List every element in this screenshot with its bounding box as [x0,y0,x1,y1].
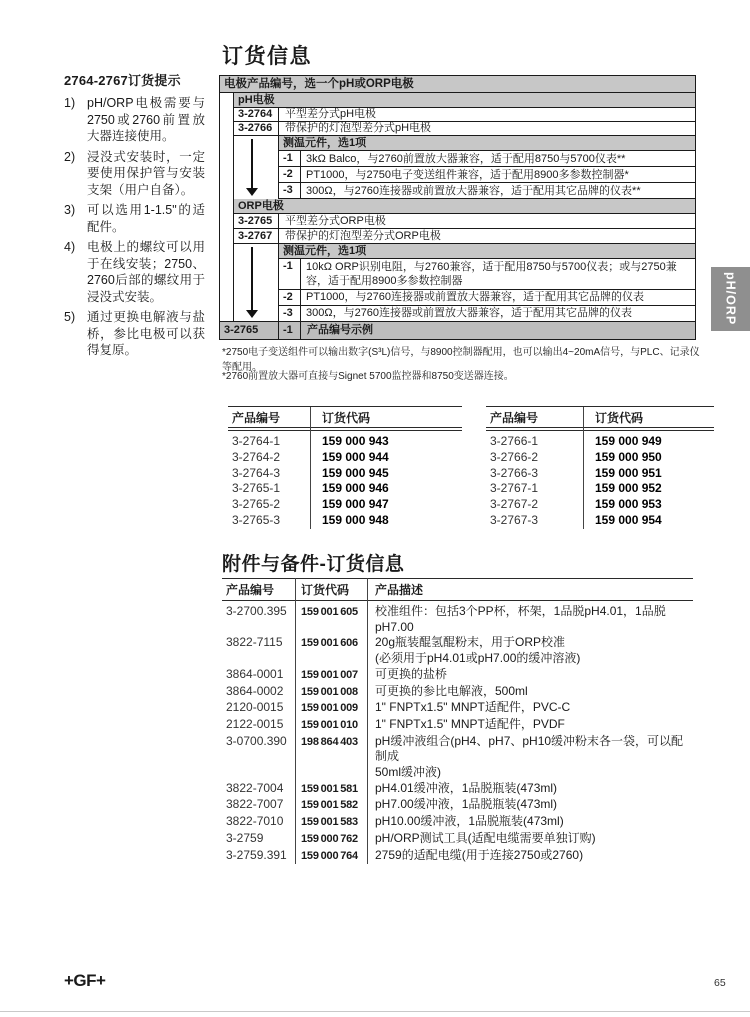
page-number: 65 [714,977,726,989]
temp-option-description: 300Ω，与2760连接器或前置放大器兼容，适于配用其它品牌的仪表** [306,184,641,197]
column-divider [367,578,368,864]
note-text: 电极上的螺纹可以用于在线安装；2750、2760后部的螺纹用于浸没式安装。 [87,240,205,304]
down-arrow-icon [251,139,253,189]
accessory-product-number: 3-2759.391 [226,847,287,862]
temp-option-description: 300Ω，与2760连接器或前置放大器兼容，适于配用其它品牌的仪表 [306,307,633,319]
accessory-row [222,700,693,717]
accessory-description [367,635,693,666]
temp-option-row [279,290,695,306]
order-code: 159 000 949 [595,434,662,448]
order-code-row [228,513,462,529]
product-row [234,214,695,229]
note-text: pH/ORP电极需要与2750或2760前置放大器连接使用。 [87,96,205,143]
product-number: 3-2766-1 [490,434,539,448]
sidebar-notes-list [64,95,205,359]
note-number: 2) [64,149,76,164]
down-arrow-icon [251,247,253,311]
description-line: 20g瓶装醌氢醌粉末，用于ORP校准 [375,635,566,650]
temp-option-description: PT1000，与2760连接器或前置放大器兼容，适于配用其它品牌的仪表 [306,291,644,303]
order-code: 159 000 951 [595,465,662,480]
temp-option-description: 10kΩ ORP识别电阻，与2760兼容，适于配用8750与5700仪表；或与2750兼容，适于配用8900多参数控制器 [306,260,677,287]
accessory-description [367,781,693,798]
accessory-row [222,814,693,831]
product-number: 3-2765-2 [232,497,281,512]
order-code: 159 000 946 [322,481,389,496]
product-description: 平型差分式pH电极 [285,108,377,120]
orp-temp-header: 测温元件，选1项 [279,244,695,259]
column-divider [583,407,584,529]
orp-product-rows [234,214,695,244]
order-code-row [228,434,462,450]
product-number: 3-2767-2 [490,497,539,512]
note-number: 4) [64,240,76,254]
order-code-row [486,513,714,529]
order-code-row [486,481,714,497]
accessories-title: 附件与备件-订货信息 [222,554,405,575]
product-row [234,122,695,136]
accessory-order-code: 159 001 581 [301,782,358,795]
description-line: pH缓冲液组合(pH4、pH7、pH10缓冲粉末各一袋，可以配制成 [375,733,684,764]
accessory-row [222,667,693,684]
accessory-description [367,797,693,814]
temp-option-row [279,151,695,167]
col-product-number: 产品编号 [490,410,539,425]
column-divider [310,407,311,529]
order-code-row [486,434,714,450]
accessory-order-code: 159 001 009 [301,702,358,715]
accessory-order-code: 159 001 007 [301,668,358,681]
orp-section-header: ORP电极 [234,199,695,214]
accessory-description [367,717,693,734]
order-table-rows [486,431,714,529]
product-number: 3-2764-3 [232,465,281,480]
description-line: 1" FNPTx1.5" MNPT适配件，PVDF [375,716,565,731]
order-code-table-right [486,406,714,529]
order-code-row [228,497,462,513]
temp-option-description: 3kΩ Balco，与2760前置放大器兼容，适于配用8750与5700仪表** [306,152,626,165]
accessory-row [222,734,693,781]
footnote-2760: *2760前置放大器可直接与Signet 5700监控器和8750变送器连接。 [222,371,514,382]
orp-temp-table [279,244,695,321]
order-code-row [228,481,462,497]
product-code: 3-2766 [234,122,279,135]
accessory-row [222,831,693,848]
accessory-description [367,814,693,831]
accessory-row [222,684,693,701]
accessory-product-number: 2122-0015 [226,716,284,731]
product-description: 平型差分式ORP电极 [285,215,386,227]
note-number: 1) [64,96,76,110]
accessories-table [222,578,693,864]
accessory-row [222,604,693,635]
selector-inner [234,93,695,321]
temp-option-description: PT1000，与2750电子变送组件兼容，适于配用8900多参数控制器* [306,168,629,181]
order-code: 159 000 944 [322,449,389,464]
accessory-order-code: 159 000 764 [301,849,358,862]
order-code: 159 000 945 [322,465,389,480]
accessory-product-number: 3864-0002 [226,683,284,698]
selector-table-header: 电极产品编号，选一个pH或ORP电极 [220,76,695,93]
product-number: 3-2767-1 [490,481,539,496]
temp-option-row [279,183,695,199]
selector-gutter-column [220,93,234,321]
temp-option-code: -3 [279,183,301,198]
order-code-row [486,497,714,513]
order-code: 159 000 952 [595,481,662,496]
note-text: 可以选用1-1.5"的适配件。 [87,203,205,234]
example-label: 产品编号示例 [307,323,373,336]
accessories-table-header [222,578,693,601]
product-code: 3-2764 [234,108,279,121]
down-arrow-head-icon [246,310,258,318]
order-code: 159 000 954 [595,512,662,527]
sidebar-note [64,202,205,235]
accessory-product-number: 3822-7010 [226,814,284,829]
accessory-order-code: 159 001 606 [301,637,358,650]
accessory-order-code: 159 001 010 [301,718,358,731]
accessory-product-number: 3864-0001 [226,666,284,681]
product-number: 3-2764-2 [232,449,281,464]
note-number: 3) [64,203,76,217]
col-product-number: 产品编号 [232,410,281,425]
ph-temp-rows [279,151,695,199]
sidebar-note [64,309,205,359]
product-row [234,229,695,244]
selector-table-body [220,93,695,322]
footnote-2750: *2750电子变送组件可以输出数字(S³L)信号，与8900控制器配用，也可以输出4~20mA信号，与PLC、记录仪等配用。 [222,347,700,373]
orp-arrow-column [234,244,279,321]
accessory-order-code: 159 000 762 [301,832,358,845]
accessory-description [367,848,693,865]
order-table-header [228,407,462,431]
note-text: 通过更换电解液与盐桥，参比电极可以获得复原。 [87,310,205,357]
part-number-example-row [220,322,695,339]
accessory-order-code: 159 001 605 [301,606,358,618]
product-code: 3-2765 [234,214,279,228]
accessory-product-number: 3-2759 [226,830,264,845]
accessory-row [222,848,693,865]
note-text: 浸没式安装时，一定要使用保护管与安装支架（用户自备）。 [87,149,205,197]
description-line: pH7.00缓冲液，1品脱瓶装(473ml) [375,797,558,812]
section-tab-ph-orp: pH/ORP [711,267,750,331]
accessory-description [367,684,693,701]
description-line: pH/ORP测试工具(适配电缆需要单独订购) [375,830,596,845]
temp-option-code: -2 [279,290,301,305]
description-line: 可更换的盐桥 [375,666,448,681]
product-code: 3-2767 [234,229,279,243]
accessory-description [367,734,693,781]
temp-option-code: -2 [279,167,301,182]
temp-option-row [279,167,695,183]
product-number: 3-2766-3 [490,465,539,480]
accessories-rows [222,601,693,864]
accessory-row [222,781,693,798]
order-code: 159 000 943 [322,434,389,448]
accessory-product-number: 2120-0015 [226,700,284,715]
col-order-code: 订货代码 [301,583,350,597]
col-product-number: 产品编号 [226,583,275,597]
ordering-title: 订货信息 [222,45,312,68]
order-code-row [486,466,714,482]
order-code: 159 000 950 [595,449,662,464]
description-line: 1" FNPTx1.5" MNPT适配件，PVC-C [375,700,571,715]
temp-option-code: -1 [279,151,301,166]
accessory-row [222,717,693,734]
ph-temp-table [279,136,695,199]
ph-temp-header: 测温元件，选1项 [279,136,695,151]
ph-arrow-column [234,136,279,199]
description-line: pH10.00缓冲液，1品脱瓶装(473ml) [375,814,564,829]
product-number: 3-2766-2 [490,449,539,464]
electrode-selector-table [219,75,696,340]
description-line: 校准组件：包括3个PP杯，杯架，1品脱pH4.01，1品脱pH7.00 [375,604,666,634]
accessory-product-number: 3-0700.390 [226,733,287,748]
temp-option-code: -1 [279,259,301,289]
page-edge-line [0,1011,750,1012]
description-line: 可更换的参比电解液，500ml [375,683,528,698]
accessory-product-number: 3-2700.395 [226,604,287,618]
example-suffix: -1 [279,322,301,339]
accessory-product-number: 3822-7004 [226,780,284,795]
ph-product-rows [234,108,695,136]
accessory-order-code: 159 001 583 [301,816,358,829]
accessory-order-code: 159 001 008 [301,685,358,698]
accessory-product-number: 3822-7007 [226,797,284,812]
sidebar-notes [64,70,205,363]
product-number: 3-2764-1 [232,434,281,448]
example-code: 3-2765 [220,322,279,339]
down-arrow-head-icon [246,188,258,196]
accessory-order-code: 159 001 582 [301,799,358,812]
description-line: 2759的适配电缆(用于连接2750或2760) [375,847,584,862]
ph-section-header: pH电极 [234,93,695,108]
accessory-row [222,635,693,666]
order-code-row [228,450,462,466]
orp-temp-block [234,244,695,321]
order-code-row [228,466,462,482]
accessory-description [367,700,693,717]
order-code: 159 000 953 [595,497,662,512]
order-code-row [486,450,714,466]
col-order-code: 订货代码 [595,410,644,425]
accessory-order-code: 198 864 403 [301,735,358,748]
orp-temp-rows [279,259,695,321]
sidebar-note [64,149,205,199]
sidebar-notes-title: 2764-2767订货提示 [64,73,181,88]
temp-option-row [279,306,695,321]
column-divider [295,578,296,864]
note-number: 5) [64,310,76,324]
product-description: 带保护的灯泡型差分式pH电极 [285,122,432,134]
temp-option-row [279,259,695,290]
ph-temp-block [234,136,695,199]
product-description: 带保护的灯泡型差分式ORP电极 [285,230,441,242]
accessory-description [367,667,693,684]
order-code: 159 000 948 [322,512,389,527]
order-table-header [486,407,714,431]
order-code-table-left [228,406,462,529]
accessory-row [222,797,693,814]
description-line: (必须用于pH4.01或pH7.00的缓冲溶液) [375,651,581,666]
description-line: 50ml缓冲液) [375,765,442,780]
order-table-rows [228,431,462,529]
accessory-product-number: 3822-7115 [226,635,283,650]
product-row [234,108,695,122]
sidebar-note [64,95,205,145]
sidebar-note [64,239,205,305]
order-code: 159 000 947 [322,497,389,512]
product-number: 3-2765-3 [232,512,281,527]
accessory-description [367,831,693,848]
gf-logo: +GF+ [64,971,106,990]
accessory-description [367,604,693,635]
description-line: pH4.01缓冲液，1品脱瓶装(473ml) [375,780,558,795]
col-description: 产品描述 [375,583,424,597]
temp-option-code: -3 [279,306,301,321]
product-number: 3-2767-3 [490,512,539,527]
product-number: 3-2765-1 [232,481,281,496]
col-order-code: 订货代码 [322,410,371,425]
